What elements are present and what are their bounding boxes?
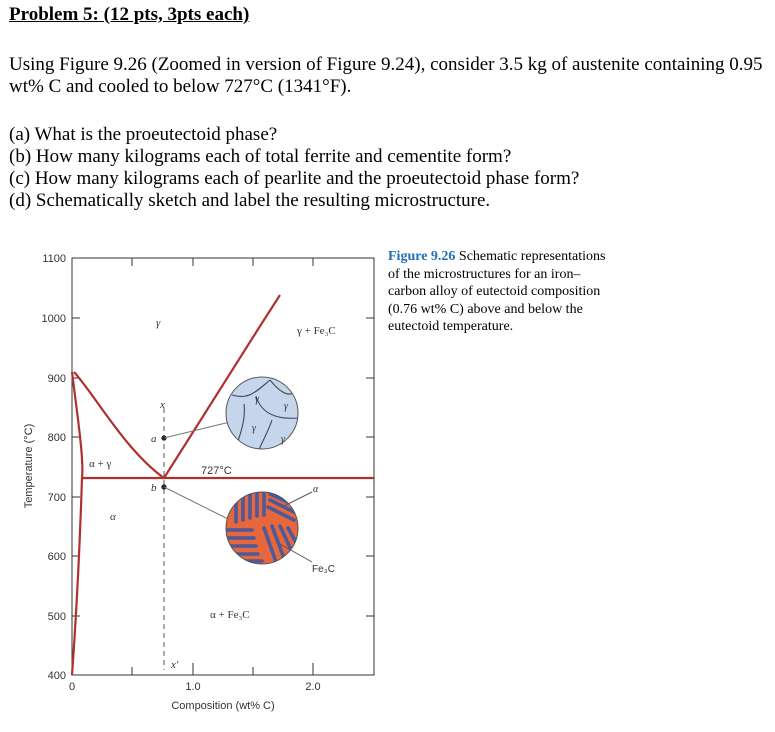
- y-tick-label: 1100: [42, 253, 66, 265]
- grain-gamma-label: γ: [281, 434, 285, 445]
- point-x-prime-label: x′: [171, 659, 179, 671]
- phase-diagram: [0, 232, 400, 732]
- y-tick-label: 700: [47, 492, 66, 504]
- point-x-label: x: [160, 399, 165, 411]
- austenite-microstructure: [226, 377, 298, 452]
- question-c: (c) How many kilograms each of pearlite and the proeutectoid phase form?: [9, 168, 580, 189]
- figure-caption: [388, 248, 618, 336]
- x-axis-label: Composition (wt% C): [171, 700, 275, 712]
- a3-line: [74, 372, 164, 478]
- ferrite-label: α: [313, 484, 319, 495]
- y-tick-label: 500: [47, 611, 66, 623]
- region-gamma-label: γ: [156, 317, 161, 329]
- figure-caption-text: Schematic representations of the microstructures for an iron–carbon alloy of eutectoid composition (0.76 wt% C) above and below the eutectoid temperature.: [388, 249, 606, 334]
- region-gamma-fe3c-label: γ + Fe₃C: [297, 325, 336, 337]
- pearlite-microstructure: [226, 484, 335, 575]
- region-alpha-fe3c-label: α + Fe₃C: [210, 609, 250, 621]
- pointer-line-b: [164, 487, 230, 520]
- acm-line-upper: [262, 295, 280, 323]
- y-tick-label: 900: [47, 373, 66, 385]
- y-axis-label: Temperature (°C): [23, 423, 35, 509]
- alpha-boundary: [72, 372, 82, 478]
- y-tick-label: 800: [47, 432, 66, 444]
- eutectoid-temp-label: 727°C: [201, 465, 232, 477]
- question-b: (b) How many kilograms each of total ferrite and cementite form?: [9, 146, 512, 167]
- y-tick-label: 400: [47, 670, 66, 682]
- x-tick-label: 0: [68, 681, 76, 693]
- point-b-label: b: [151, 482, 157, 494]
- grain-gamma-label: γ: [252, 423, 256, 434]
- y-tick-label: 600: [47, 551, 66, 563]
- x-tick-label: 2.0: [305, 681, 321, 693]
- grain-gamma-label: γ: [284, 401, 288, 412]
- region-alpha-label: α: [110, 511, 116, 523]
- problem-intro: Using Figure 9.26 (Zoomed in version of Figure 9.24), consider 3.5 kg of austenite containing 0.95 wt% C and cooled to below 727°C (1341°F).: [9, 54, 763, 97]
- question-a: (a) What is the proeutectoid phase?: [9, 124, 278, 145]
- question-list: [9, 124, 579, 212]
- point-a-label: a: [151, 433, 157, 445]
- y-tick-label: 1000: [41, 313, 66, 325]
- grain-gamma-label: γ: [255, 394, 259, 405]
- region-alpha-gamma-label: α + γ: [89, 458, 112, 470]
- question-d: (d) Schematically sketch and label the resulting microstructure.: [9, 190, 491, 211]
- figure-caption-label: Figure 9.26: [388, 249, 456, 264]
- alpha-solvus: [72, 478, 82, 675]
- alpha-pointer-line: [284, 492, 312, 506]
- x-tick-label: 1.0: [185, 681, 201, 693]
- cementite-label: Fe₃C: [312, 564, 335, 575]
- problem-title: Problem 5: (12 pts, 3pts each): [9, 4, 250, 25]
